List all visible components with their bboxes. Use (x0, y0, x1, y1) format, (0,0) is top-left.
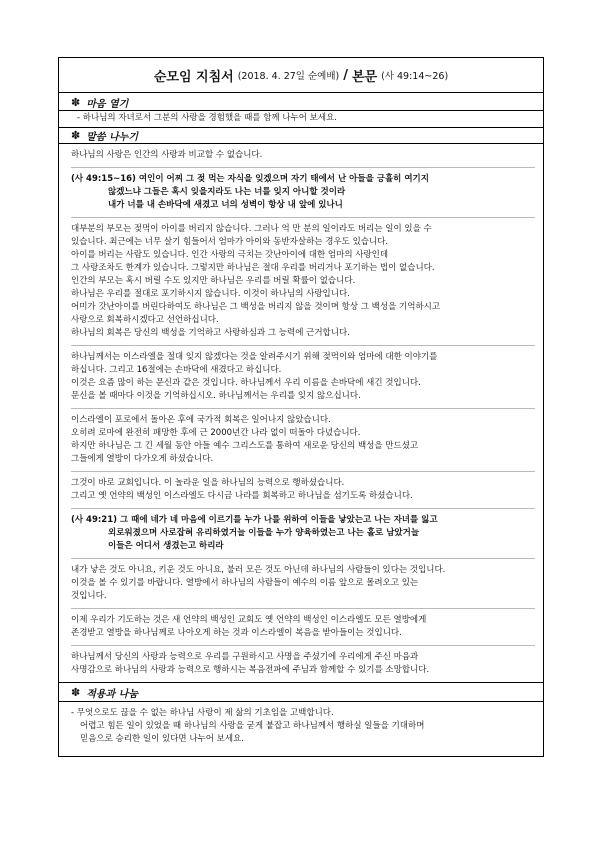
apply-line: 믿음으로 승리한 일이 있다면 나누어 보세요. (80, 734, 245, 744)
paragraph-3 (71, 408, 535, 471)
quote-line: (사 49:15~16) 여인이 어찌 그 젖 먹는 자식을 잊겠으며 자기 태에서 난 아들을 긍휼히 여기지 (71, 174, 429, 184)
quote-line: 내가 너를 내 손바닥에 새겼고 너의 성벽이 항상 내 앞에 있나니 (108, 200, 343, 210)
body-line: 어미가 갓난아이를 버린다하여도 하나님은 그 백성을 버리지 않을 것이며 항상 그 백성을 기억하시고 (71, 302, 441, 312)
section-title-word: 말씀 나누기 (86, 132, 139, 143)
paragraph-1 (71, 217, 535, 345)
body-line: 하나님의 회복은 당신의 백성을 기억하고 사랑하심과 그 능력에 근거합니다. (71, 328, 350, 338)
quote-line: 이들은 어디서 생겼는고 하리라 (108, 541, 224, 551)
quote-line: (사 49:21) 그 때에 네가 네 마음에 이르기를 누가 나를 위하여 이들을 낳았는고 나는 자녀를 잃고 (71, 515, 438, 525)
body-line: 그들에게 열방이 다가오게 하셨습니다. (71, 454, 214, 464)
passage-ref: (사 49:14~26) (381, 71, 449, 82)
asterisk-icon: ✽ (71, 685, 81, 699)
body-line: 이스라엘이 포로에서 돌아온 후에 국가적 회복은 일어나지 않았습니다. (71, 415, 331, 425)
body-line: 하나님은 우리를 절대로 포기하시지 않습니다. 이것이 하나님의 사랑입니다. (71, 289, 350, 299)
paragraph-2 (71, 345, 535, 408)
body-line: 그 사랑조차도 한계가 있습니다. 그렇지만 하나님은 절대 우리를 버리거나 포기하는 법이 없습니다. (71, 263, 435, 273)
paragraph-6 (71, 608, 535, 645)
body-line: 하지만 하나님은 그 긴 세월 동안 아들 예수 그리스도를 통하여 새로운 당신의 백성을 만드셨고 (71, 441, 419, 451)
title-slash: / (343, 67, 348, 83)
section-heading-word (59, 128, 543, 143)
body-line: 내가 낳은 것도 아니요, 키운 것도 아니요, 불러 모은 것도 아닌데 하나님의 사람들이 있다는 것입니다. (71, 565, 446, 575)
body-line: 이것을 볼 수 있기를 바랍니다. 열방에서 하나님의 사람들이 예수의 이름 앞으로 몰려오고 있는 (71, 578, 419, 588)
paragraph-4 (71, 471, 535, 508)
section-body-word (59, 143, 543, 682)
title-bar (59, 58, 543, 93)
body-line: 대부분의 부모는 젖먹이 아이를 버리지 않습니다. 그러나 억 만 분의 일이라도 버리는 일이 있을 수 (71, 224, 432, 234)
asterisk-icon: ✽ (71, 129, 81, 142)
apply-line: 어렵고 힘든 일이 있었을 때 하나님의 사랑을 굳게 붙잡고 하나님께서 행하실 일들을 기대하며 (80, 721, 425, 731)
section-heading-open (59, 95, 543, 110)
body-line: 있습니다. 최근에는 너무 살기 힘들어서 엄마가 아이와 동반자살하는 경우도 있습니다. (71, 237, 389, 247)
body-line: 하나님께서 당신의 사랑과 능력으로 우리를 구원하시고 사명을 주셨기에 우리에게 주신 마음과 (71, 652, 419, 662)
asterisk-icon: ✽ (71, 96, 81, 109)
body-line: 이제 우리가 기도하는 것은 새 언약의 백성인 교회도 옛 언약의 백성인 이스라엘도 모든 열방에게 (71, 615, 427, 625)
quote-block-1 (71, 167, 535, 217)
body-line: 인간의 부모는 혹시 버릴 수도 있지만 하나님은 우리를 버릴 확률이 없습니다. (71, 276, 356, 286)
date-meta: (2018. 4. 27일 순예배) (237, 71, 340, 82)
section-title-open: 마음 열기 (86, 99, 129, 110)
body-line: 그것이 바로 교회입니다. 이 놀라운 일을 하나님의 능력으로 행하셨습니다. (71, 478, 345, 488)
body-line: 아이를 버리는 사람도 있습니다. 인간 사랑의 극치는 갓난아이에 대한 엄마의 사랑인데 (71, 250, 389, 260)
paragraph-7 (71, 645, 535, 682)
page-title: 순모임 지침서 (153, 69, 234, 85)
body-line: 하나님께서는 이스라엘을 절대 잊지 않겠다는 것을 알려주시기 위해 젖먹이와 엄마에 대한 이야기를 (71, 352, 438, 362)
open-text: - 하나님의 자녀로서 그분의 사랑을 경험했을 때를 함께 나누어 보세요. (77, 113, 337, 123)
section-title-apply: 적용과 나눔 (86, 688, 139, 700)
quote-line: 않겠느냐 그들은 혹시 잊을지라도 나는 너를 잊지 아니할 것이라 (108, 187, 346, 197)
apply-line: - 무엇으로도 끊을 수 없는 하나님 사랑이 제 삶의 기초임을 고백합니다. (71, 708, 334, 718)
paragraph-5 (71, 558, 535, 608)
section-body-apply (59, 701, 543, 756)
intro-block (71, 144, 535, 167)
intro-text: 하나님의 사랑은 인간의 사랑과 비교할 수 없습니다. (71, 150, 263, 160)
section-heading-apply (59, 683, 543, 701)
quote-block-2 (71, 508, 535, 558)
guide-frame (58, 57, 544, 757)
body-line: 그리고 옛 언약의 백성인 이스라엘도 다시금 나라를 회복하고 하나님을 섬기도록 하셨습니다. (71, 491, 413, 501)
body-line: 사랑으로 회복하시겠다고 선언하십니다. (71, 315, 219, 325)
body-line: 이것은 요즘 많이 하는 문신과 같은 것입니다. 하나님께서 우리 이름을 손바닥에 새긴 것입니다. (71, 378, 421, 388)
quote-line: 외로워졌으며 사로잡혀 유리하였거늘 이들을 누가 양육하였는고 나는 홀로 남았거늘 (108, 528, 420, 538)
sermon-label: 본문 (351, 69, 378, 85)
body-line: 오히려 로마에 완전히 패망한 후에 근 2000년간 나라 없이 떠돌아 다녔습니다. (71, 428, 361, 438)
section-body-open (59, 110, 543, 127)
body-line: 것입니다. (71, 591, 107, 601)
body-line: 하십니다. 그리고 16절에는 손바닥에 새겼다고 하십니다. (71, 365, 282, 375)
body-line: 사명감으로 하나님의 사랑과 능력으로 행하시는 복음전파에 주님과 함께할 수 있기를 소망합니다. (71, 665, 430, 675)
body-line: 존경받고 열방을 하나님께로 나아오게 하는 것과 이스라엘이 복음을 받아들이는 것입니다. (71, 628, 402, 638)
body-line: 문신을 볼 때마다 이것을 기억하십시오. 하나님께서는 우리를 잊지 않으십니다. (71, 391, 361, 401)
